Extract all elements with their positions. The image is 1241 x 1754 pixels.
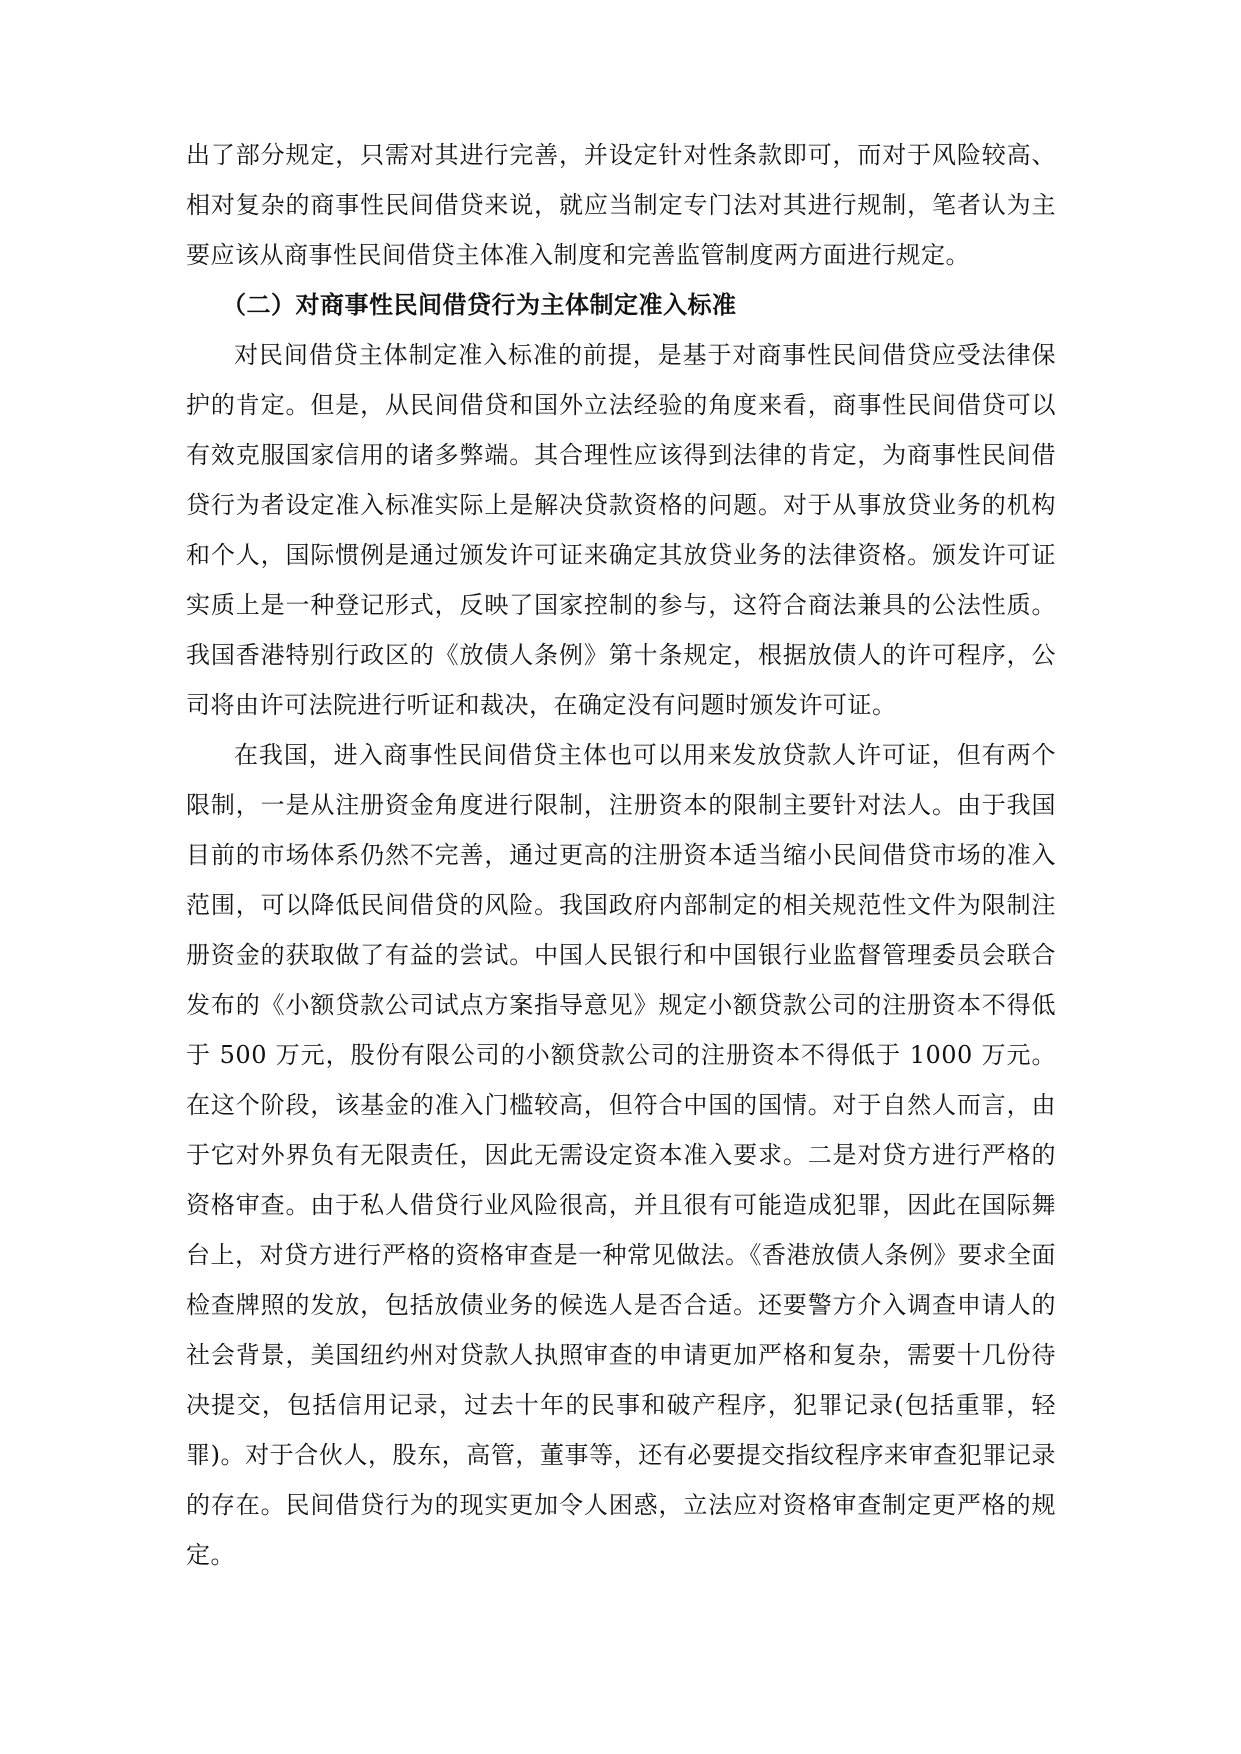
paragraph-entry-standard-premise: 对民间借贷主体制定准入标准的前提，是基于对商事性民间借贷应受法律保护的肯定。但是，从民间借贷和国外立法经验的角度来看，商事性民间借贷可以有效克服国家信用的诸多弊端。其合理性应该得到法律的肯定，为商事性民间借贷行为者设定准入标准实际上是解决贷款资格的问题。对于从事放贷业务的机构和个人，国际惯例是通过颁发许可证来确定其放贷业务的法律资格。颁发许可证实质上是一种登记形式，反映了国家控制的参与，这符合商法兼具的公法性质。我国香港特别行政区的《放债人条例》第十条规定，根据放债人的许可程序，公司将由许可法院进行听证和裁决，在确定没有问题时颁发许可证。 xyxy=(186,341,1056,719)
document-body xyxy=(186,130,1056,1580)
section-heading: （二）对商事性民间借贷行为主体制定准入标准 xyxy=(222,291,737,319)
paragraph-continuation: 出了部分规定，只需对其进行完善，并设定针对性条款即可，而对于风险较高、相对复杂的商事性民间借贷来说，就应当制定专门法对其进行规制，笔者认为主要应该从商事性民间借贷主体准入制度和完善监管制度两方面进行规定。 xyxy=(186,141,1056,269)
paragraph-domestic-restrictions: 在我国，进入商事性民间借贷主体也可以用来发放贷款人许可证，但有两个限制，一是从注册资金角度进行限制，注册资本的限制主要针对法人。由于我国目前的市场体系仍然不完善，通过更高的注册资本适当缩小民间借贷市场的准入范围，可以降低民间借贷的风险。我国政府内部制定的相关规范性文件为限制注册资金的获取做了有益的尝试。中国人民银行和中国银行业监督管理委员会联合发布的《小额贷款公司试点方案指导意见》规定小额贷款公司的注册资本不得低于 500 万元，股份有限公司的小额贷款公司的注册资本不得低于 1000 万元。在这个阶段，该基金的准入门槛较高，但符合中国的国情。对于自然人而言，由于它对外界负有无限责任，因此无需设定资本准入要求。二是对贷方进行严格的资格审查。由于私人借贷行业风险很高，并且很有可能造成犯罪，因此在国际舞台上，对贷方进行严格的资格审查是一种常见做法。《香港放债人条例》要求全面检查牌照的发放，包括放债业务的候选人是否合适。还要警方介入调查申请人的社会背景，美国纽约州对贷款人执照审查的申请更加严格和复杂，需要十几份待决提交，包括信用记录，过去十年的民事和破产程序，犯罪记录(包括重罪，轻罪)。对于合伙人，股东，高管，董事等，还有必要提交指纹程序来审查犯罪记录的存在。民间借贷行为的现实更加令人困惑，立法应对资格审查制定更严格的规定。 xyxy=(186,741,1056,1569)
